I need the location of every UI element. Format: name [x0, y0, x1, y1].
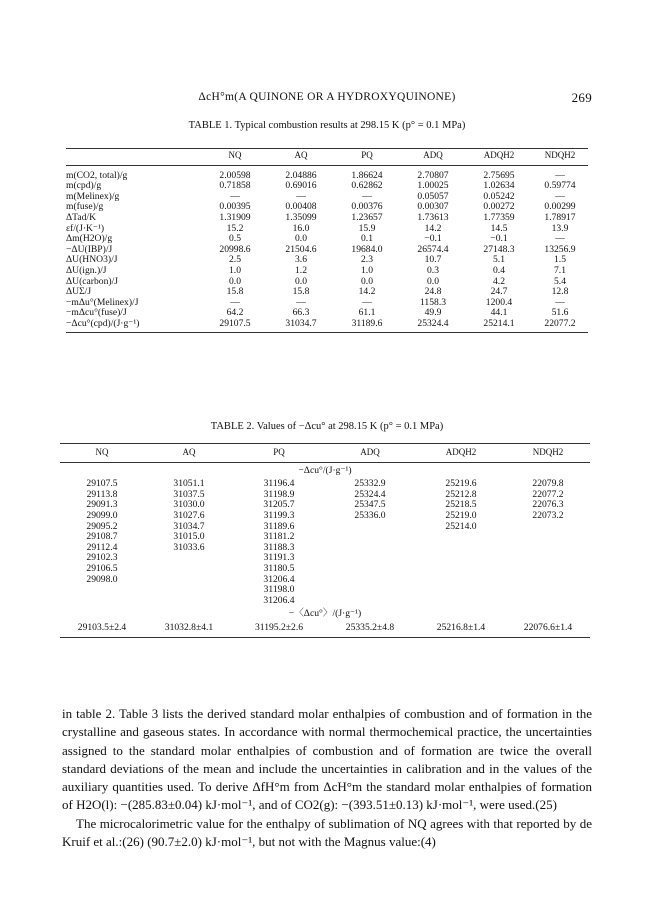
table2-row	[60, 490, 590, 501]
table1-cell: 0.00376	[351, 202, 383, 213]
table2-cell: 31180.5	[263, 563, 295, 574]
table1-cell: 21504.6	[285, 244, 317, 255]
table2-cell: 29107.5	[86, 479, 118, 490]
table2-cell: 25324.4	[354, 489, 386, 500]
table2-column-header: ADQ	[324, 444, 416, 463]
table1-row-label: ΔU(HNO3)/J	[66, 255, 118, 266]
table1-cell: 0.00408	[285, 202, 317, 213]
table1-row	[66, 266, 588, 277]
table1-row-label: m(Melinex)/g	[66, 191, 120, 202]
table1-row	[66, 277, 588, 288]
table2-cell	[416, 553, 506, 564]
table2-cell: 31181.2	[263, 532, 295, 543]
table2-cell: 31198.0	[263, 585, 295, 596]
table2-cell: 31205.7	[263, 500, 295, 511]
table1-cell: 0.3	[427, 265, 439, 276]
table2-cell: 31030.0	[173, 500, 205, 511]
paragraph: in table 2. Table 3 lists the derived standard molar enthalpies of combustion and of formation in the crystalline and gaseous states. In accordance with normal thermochemical practice, the uncertainties assigned to the standard molar enthalpies of combustion and of formation are twice the overall standard deviations of the mean and include the uncertainties in calibration and in the values of the auxiliary quantities used. To derive ΔfH°m from ΔcH°m the standard molar enthalpies of formation of H2O(l): −(285.83±0.04) kJ·mol⁻¹, and of CO2(g): −(393.51±0.13) kJ·mol⁻¹, were used.(25)	[62, 706, 592, 813]
table2-cell	[324, 575, 416, 586]
table2-cell: 31051.1	[173, 479, 205, 490]
table2-cell	[144, 596, 234, 607]
table1-cell: 13.9	[551, 223, 569, 234]
table1-cell: 0.00272	[483, 202, 515, 213]
table2-cell: 29108.7	[86, 532, 118, 543]
table2-cell	[416, 532, 506, 543]
table2-cell: 31033.6	[173, 542, 205, 553]
table1-cell: 1.00025	[417, 181, 449, 192]
table2-cell: 29106.5	[86, 563, 118, 574]
table1-cell: 61.1	[358, 308, 376, 319]
table1-cell: 2.5	[229, 255, 241, 266]
table1-cell: 0.00395	[219, 202, 251, 213]
table2-cell: 25347.5	[354, 500, 386, 511]
table2-cell: 29112.4	[86, 542, 118, 553]
table1-cell: 1.73613	[417, 212, 449, 223]
table1-cell: 0.4	[493, 265, 505, 276]
table1-cell: 1.78917	[544, 212, 576, 223]
table1-row-label: ΔU(ign.)/J	[66, 265, 107, 276]
table1-cell: 64.2	[226, 308, 244, 319]
table1-cell: 0.00299	[544, 202, 576, 213]
table1-cell: 51.6	[551, 308, 569, 319]
table1-cell: 1.0	[229, 265, 241, 276]
table2-cell	[144, 585, 234, 596]
table1-cell: 16.0	[292, 223, 310, 234]
table1-cell: 0.69016	[285, 181, 317, 192]
table2-cell	[324, 543, 416, 554]
table2-cell: 29095.2	[86, 521, 118, 532]
table1-cell: 15.9	[358, 223, 376, 234]
table1-row-label: ΔUΣ/J	[66, 287, 92, 298]
table2-mean-label-row	[60, 606, 590, 623]
table2-mean-cell: 29103.5±2.4	[60, 623, 144, 637]
table2-row	[60, 522, 590, 533]
table1-column-header: NDQH2	[532, 149, 588, 166]
table1-cell: —	[555, 297, 565, 308]
table2-cell: 25218.5	[445, 500, 477, 511]
table2-cell	[324, 564, 416, 575]
table2-cell: 31191.3	[263, 553, 295, 564]
table1-cell: 2.3	[361, 255, 373, 266]
table2-cell: 22076.3	[532, 500, 564, 511]
table1-cell: 2.00598	[219, 170, 251, 181]
table2-cell: 31188.3	[263, 542, 295, 553]
table1-cell: 4.2	[493, 276, 505, 287]
table1-cell: 14.5	[490, 223, 508, 234]
table1-cell: 0.59774	[544, 181, 576, 192]
table1-cell: 1.35099	[285, 212, 317, 223]
table1-cell: 3.6	[295, 255, 307, 266]
table1-row	[66, 213, 588, 224]
table1-cell: 0.0	[295, 234, 307, 245]
table2-cell	[144, 553, 234, 564]
table1-cell: −0.1	[424, 234, 442, 245]
table2-cell: 31206.4	[263, 595, 295, 606]
running-head-title: ΔcH°m(A QUINONE OR A HYDROXYQUINONE)	[198, 91, 456, 103]
table1-header-row	[66, 149, 588, 166]
table1-row	[66, 234, 588, 245]
table1-row-label: εf/(J·K⁻¹)	[66, 223, 105, 234]
table2-mean-cell: 25216.8±1.4	[416, 623, 506, 637]
table1-cell: 1.77359	[483, 212, 515, 223]
table1-cell: —	[555, 191, 565, 202]
table1-cell: 13256.9	[544, 244, 576, 255]
table2-row	[60, 511, 590, 522]
table2-mean-label: −〈Δcu°〉/(J·g⁻¹)	[288, 608, 362, 620]
table1-column-header: NQ	[202, 149, 268, 166]
table1-caption: TABLE 1. Typical combustion results at 298.15 K (p° = 0.1 MPa)	[188, 120, 466, 131]
table2-column-header: NDQH2	[506, 444, 590, 463]
table1-cell: 2.75695	[483, 170, 515, 181]
table2-cell: 25219.6	[445, 479, 477, 490]
table2-cell: 25332.9	[354, 479, 386, 490]
table2-cell	[416, 564, 506, 575]
table1-cell: 1.31909	[219, 212, 251, 223]
table2-row	[60, 543, 590, 554]
table2-cell	[144, 564, 234, 575]
table1-row	[66, 255, 588, 266]
table2-mean-cell: 31032.8±4.1	[144, 623, 234, 637]
table2-cell	[416, 585, 506, 596]
table1-cell: 1200.4	[485, 297, 513, 308]
table2-cell	[324, 596, 416, 607]
table2-cell	[324, 585, 416, 596]
table1-row-label: m(cpd)/g	[66, 181, 102, 192]
table2-caption: TABLE 2. Values of −Δcu° at 298.15 K (p° = 0.1 MPa)	[210, 421, 444, 432]
table2-cell	[506, 543, 590, 554]
table1-cell: —	[230, 191, 240, 202]
table1-cell: 0.00307	[417, 202, 449, 213]
table1-cell: 0.0	[229, 276, 241, 287]
table2-cell: 31196.4	[263, 479, 295, 490]
table2-cell: 25214.0	[445, 521, 477, 532]
table1-cell: 27148.3	[483, 244, 515, 255]
table2-column-header: AQ	[144, 444, 234, 463]
table1	[66, 148, 588, 333]
table1-cell: 1.86624	[351, 170, 383, 181]
table1-cell: —	[555, 234, 565, 245]
table2-cell: 29099.0	[86, 510, 118, 521]
table1-cell: —	[296, 297, 306, 308]
table2-cell: 31037.5	[173, 489, 205, 500]
table1-cell: 0.05057	[417, 191, 449, 202]
table2-mean-cell: 25335.2±4.8	[324, 623, 416, 637]
table1-cell: 0.0	[295, 276, 307, 287]
table2-cell	[506, 596, 590, 607]
table2-cell	[506, 522, 590, 533]
table2-cell: 31198.9	[263, 489, 295, 500]
table2-cell	[144, 575, 234, 586]
table2-row	[60, 479, 590, 490]
table1-cell: 24.7	[490, 287, 508, 298]
table1-cell: 7.1	[554, 265, 566, 276]
table2-row	[60, 596, 590, 607]
table1-cell: —	[296, 191, 306, 202]
table1-cell: 0.71858	[219, 181, 251, 192]
table2-mean-cell: 22076.6±1.4	[506, 623, 590, 637]
table2-cell: 31189.6	[263, 521, 295, 532]
table1-row	[66, 319, 588, 332]
table2-cell: 31034.7	[173, 521, 205, 532]
table1-cell: 15.2	[226, 223, 244, 234]
table1-cell: —	[230, 297, 240, 308]
table1-row-label: Δm(H2O)/g	[66, 234, 113, 245]
table1-row-label: m(fuse)/g	[66, 202, 104, 213]
table1-row-label: −mΔcu°(fuse)/J	[66, 308, 127, 319]
table1-cell: 12.8	[551, 287, 569, 298]
table1-cell: 1.5	[554, 255, 566, 266]
table1-row-label: ΔTad/K	[66, 212, 97, 223]
table1-cell: 26574.4	[417, 244, 449, 255]
table1-cell: —	[362, 297, 372, 308]
table1-cell: —	[362, 191, 372, 202]
table1-cell: 0.5	[229, 234, 241, 245]
table2-row	[60, 500, 590, 511]
table2-row	[60, 585, 590, 596]
table2-cell	[324, 532, 416, 543]
table1-row	[66, 181, 588, 192]
table1-cell: 14.2	[358, 287, 376, 298]
table2-cell	[416, 575, 506, 586]
table2-row	[60, 575, 590, 586]
table1-cell: 20998.6	[219, 244, 251, 255]
table1-cell: 5.1	[493, 255, 505, 266]
table2-unit-row	[60, 462, 590, 479]
table2-cell: 29098.0	[86, 574, 118, 585]
table1-cell: 29107.5	[202, 319, 268, 332]
table2-cell	[60, 585, 144, 596]
table2-column-header: PQ	[234, 444, 324, 463]
table1-cell: 0.05242	[483, 191, 515, 202]
table1-row-label: −ΔU(IBP)/J	[66, 244, 113, 255]
table2-column-header: ADQH2	[416, 444, 506, 463]
table2-row	[60, 532, 590, 543]
table1-row-label: m(CO2, total)/g	[66, 170, 128, 181]
table1-cell: 2.04886	[285, 170, 317, 181]
table1-header-blank	[66, 149, 202, 166]
table1-cell: 1.02634	[483, 181, 515, 192]
table2-cell: 29091.3	[86, 500, 118, 511]
table1-cell: 1158.3	[419, 297, 447, 308]
table1-cell: 2.70807	[417, 170, 449, 181]
table1-cell: 66.3	[292, 308, 310, 319]
table2-cell: 25212.8	[445, 489, 477, 500]
table1-row	[66, 192, 588, 203]
table1-row	[66, 298, 588, 309]
table2-cell	[506, 564, 590, 575]
table1-cell: 5.4	[554, 276, 566, 287]
table2-header-row	[60, 444, 590, 463]
table1-column-header: ADQ	[400, 149, 466, 166]
table1-cell: 31034.7	[268, 319, 334, 332]
table2-cell: 29113.8	[86, 489, 118, 500]
table2-mean-row	[60, 623, 590, 637]
table2-cell	[60, 596, 144, 607]
table2-cell	[506, 532, 590, 543]
table2-cell	[416, 543, 506, 554]
table1-cell: 0.0	[361, 276, 373, 287]
table2-cell: 31206.4	[263, 574, 295, 585]
table2-cell	[324, 553, 416, 564]
table1-row	[66, 287, 588, 298]
table1-cell: 24.8	[424, 287, 442, 298]
table2	[60, 443, 590, 638]
table1-cell: —	[555, 170, 565, 181]
table2-cell: 25219.0	[445, 510, 477, 521]
table1-row-label: ΔU(carbon)/J	[66, 276, 118, 287]
table1-column-header: PQ	[334, 149, 400, 166]
table2-cell: 25336.0	[354, 510, 386, 521]
paragraph: The microcalorimetric value for the enthalpy of sublimation of NQ agrees with that reported by de Kruif et al.:(26) (90.7±2.0) kJ·mol⁻¹, but not with the Magnus value:(4)	[62, 815, 592, 850]
table1-cell: 25214.1	[466, 319, 532, 332]
table1-cell: 19684.0	[351, 244, 383, 255]
table1-cell: 0.62862	[351, 181, 383, 192]
table1-row-label: −Δcu°(cpd)/(J·g⁻¹)	[66, 319, 202, 332]
table1-row	[66, 308, 588, 319]
table1-column-header: ADQH2	[466, 149, 532, 166]
table2-cell: 31199.3	[263, 510, 295, 521]
table2-cell	[506, 585, 590, 596]
table1-row	[66, 171, 588, 182]
table2-cell: 22079.8	[532, 479, 564, 490]
table2-unit-label: −Δcu°/(J·g⁻¹)	[298, 464, 352, 476]
table2-cell	[416, 596, 506, 607]
table1-cell: 15.8	[292, 287, 310, 298]
table1-cell: 49.9	[424, 308, 442, 319]
table2-cell: 22073.2	[532, 510, 564, 521]
table2-cell: 31015.0	[173, 532, 205, 543]
table1-cell: 31189.6	[334, 319, 400, 332]
table1-cell: 14.2	[424, 223, 442, 234]
table1-row	[66, 202, 588, 213]
table2-row	[60, 564, 590, 575]
table1-cell: 10.7	[424, 255, 442, 266]
table1-cell: −0.1	[490, 234, 508, 245]
table1-column-header: AQ	[268, 149, 334, 166]
table1-cell: 25324.4	[400, 319, 466, 332]
table1-cell: 1.2	[295, 265, 307, 276]
table1-row-label: −mΔu°(Melinex)/J	[66, 297, 139, 308]
page-number: 269	[571, 90, 592, 105]
table2-cell: 29102.3	[86, 553, 118, 564]
table2-row	[60, 553, 590, 564]
table2-cell	[506, 553, 590, 564]
table2-cell: 31027.6	[173, 510, 205, 521]
table1-cell: 22077.2	[532, 319, 588, 332]
body-text	[62, 705, 592, 851]
table1-cell: 15.8	[226, 287, 244, 298]
table1-cell: 0.0	[427, 276, 439, 287]
table1-cell: 1.0	[361, 265, 373, 276]
table1-cell: 0.1	[361, 234, 373, 245]
table1-cell: 1.23657	[351, 212, 383, 223]
table2-column-header: NQ	[60, 444, 144, 463]
table2-mean-cell: 31195.2±2.6	[234, 623, 324, 637]
table2-cell	[506, 575, 590, 586]
table1-row	[66, 245, 588, 256]
table1-cell: 44.1	[490, 308, 508, 319]
table1-row	[66, 224, 588, 235]
table2-cell	[324, 522, 416, 533]
table2-cell: 22077.2	[532, 489, 564, 500]
